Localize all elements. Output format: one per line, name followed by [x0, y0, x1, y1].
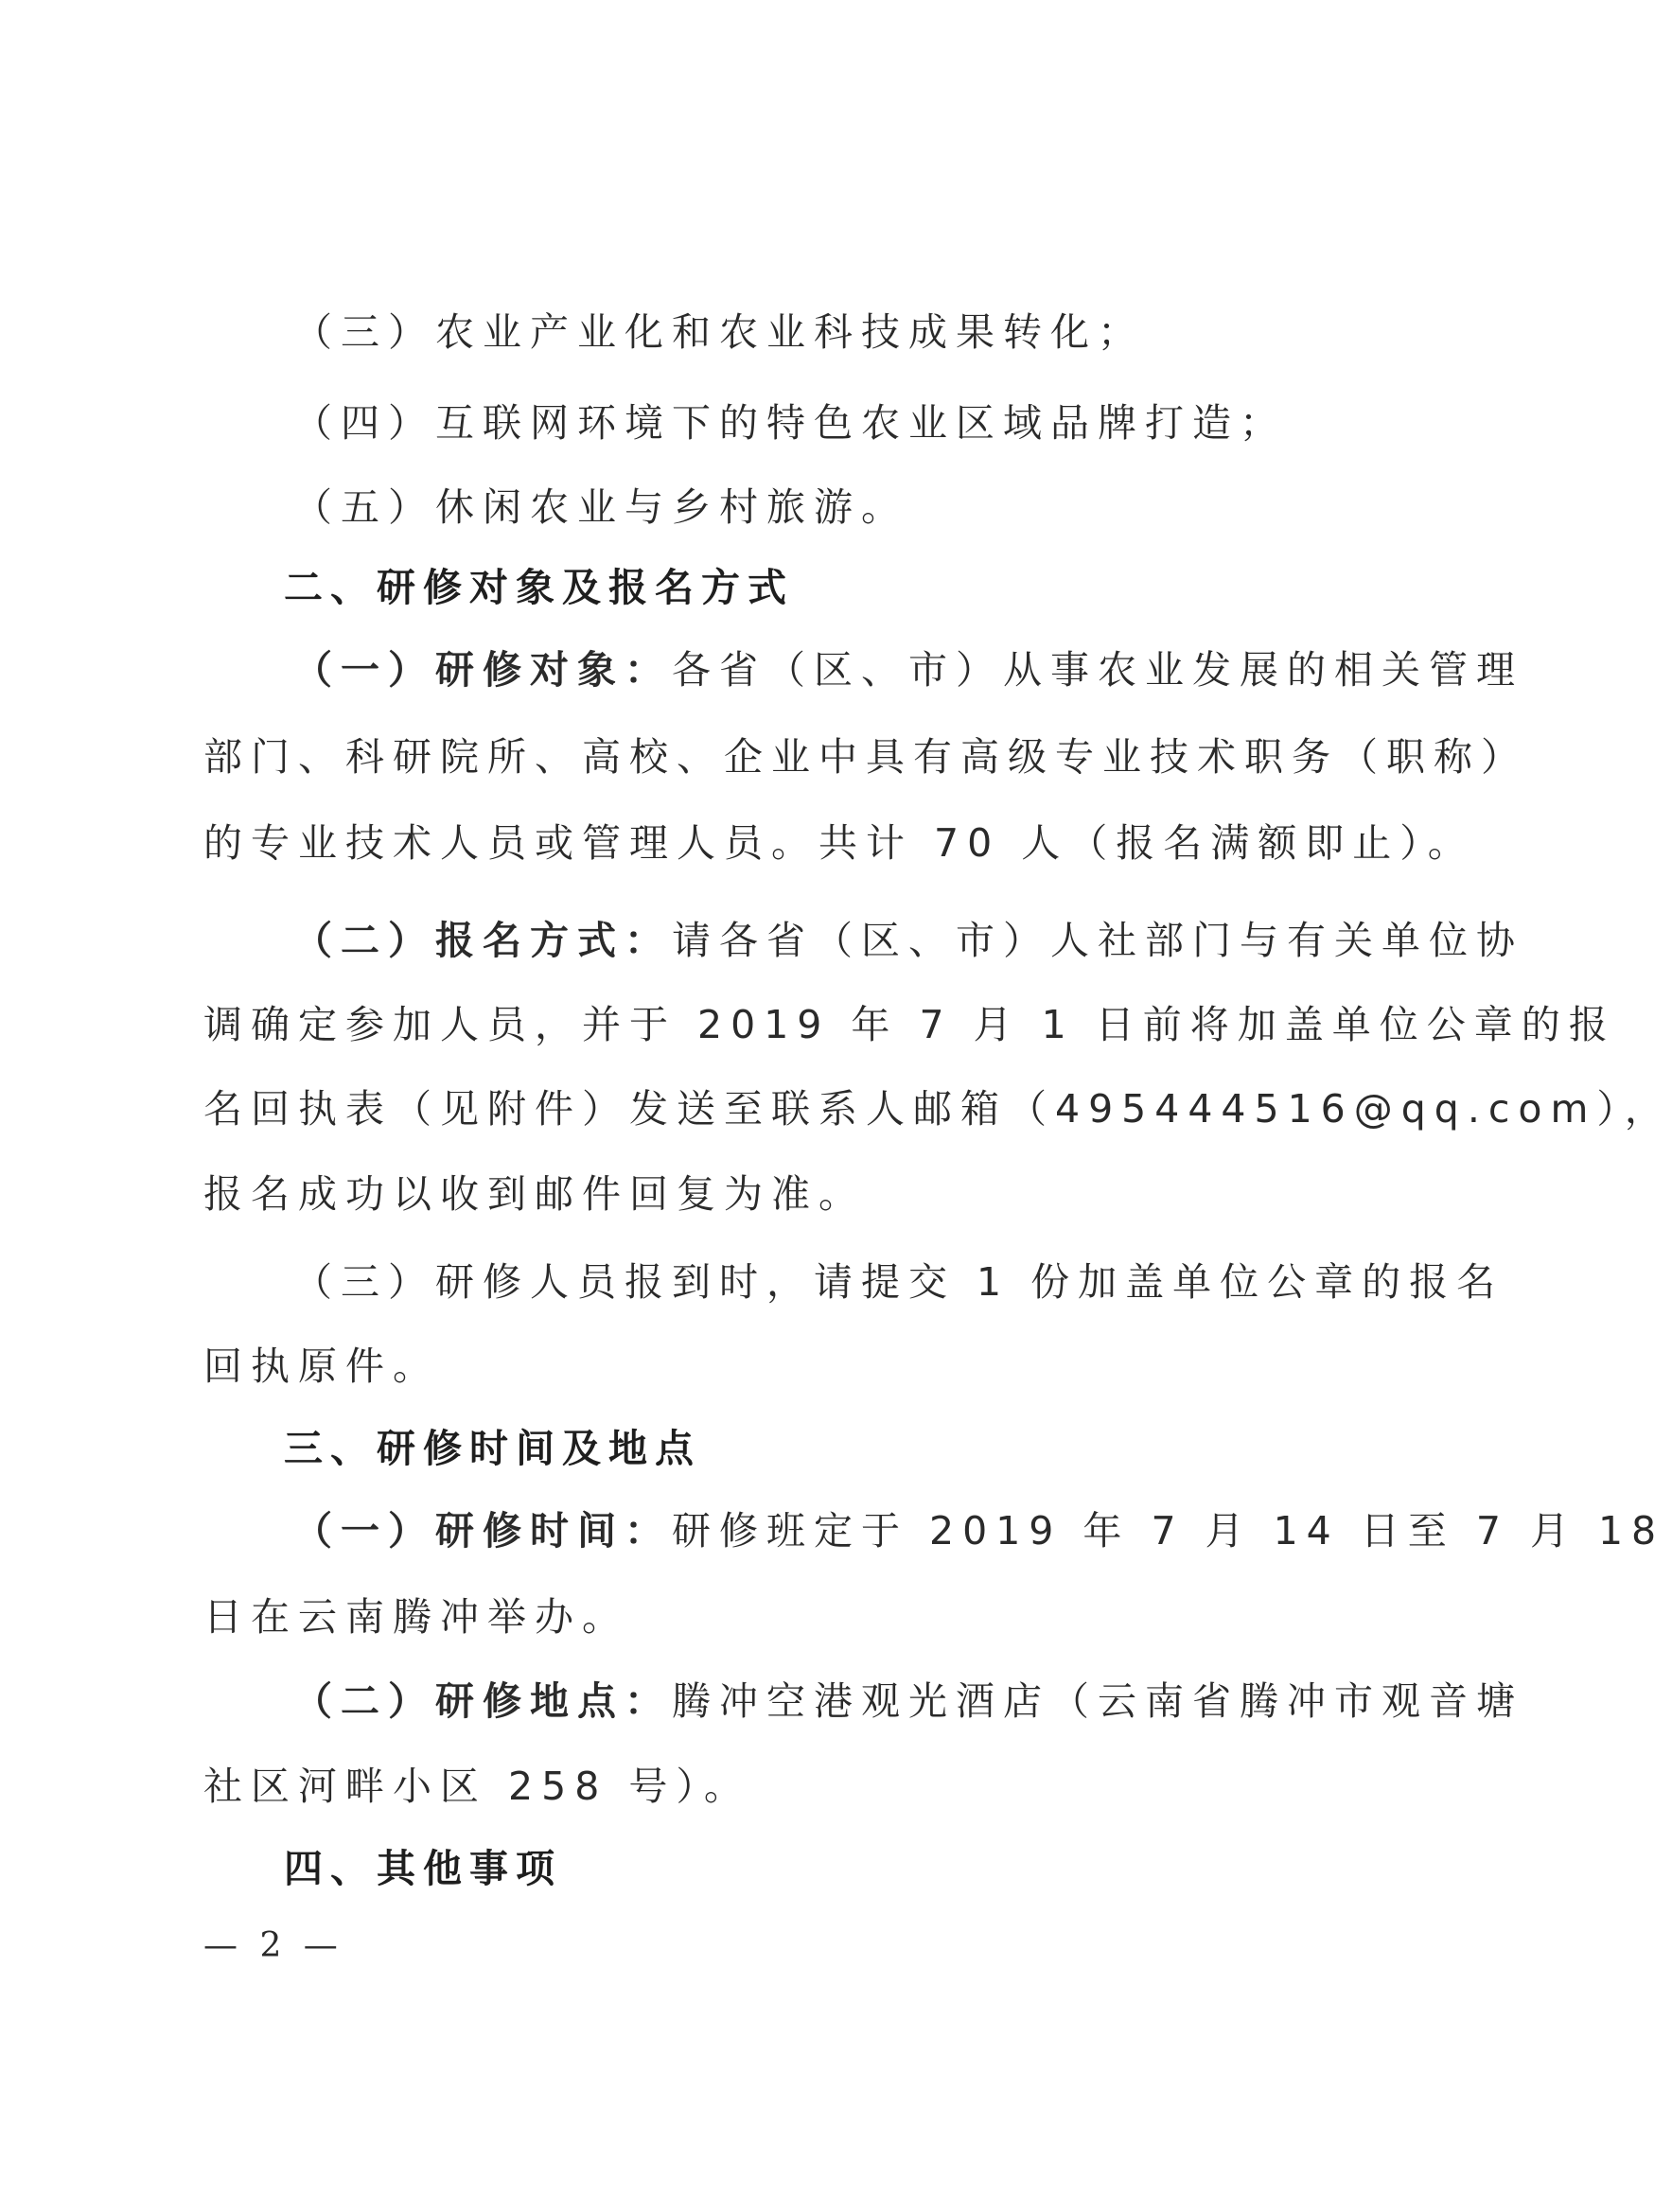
item-five-line: （五）休闲农业与乡村旅游。 [293, 484, 908, 530]
paragraph-report-line-2: 回执原件。 [203, 1343, 440, 1389]
paragraph-lead: （二）报名方式： [293, 918, 672, 963]
paragraph-signup-line-1 [293, 914, 1523, 967]
paragraph-text: 请各省（区、市）人社部门与有关单位协 [672, 918, 1523, 963]
paragraph-signup-line-4: 报名成功以收到邮件回复为准。 [203, 1171, 866, 1217]
paragraph-text: 研修班定于 2019 年 7 月 14 日至 7 月 18 [672, 1508, 1665, 1554]
item-three-line: （三）农业产业化和农业科技成果转化； [293, 309, 1145, 355]
paragraph-subject-line-1 [293, 643, 1523, 696]
paragraph-time-line-1 [293, 1504, 1665, 1557]
paragraph-subject-line-2: 部门、科研院所、高校、企业中具有高级专业技术职务（职称） [203, 734, 1528, 780]
paragraph-text: 各省（区、市）从事农业发展的相关管理 [672, 647, 1523, 693]
paragraph-report-line-1: （三）研修人员报到时，请提交 1 份加盖单位公章的报名 [293, 1259, 1505, 1305]
item-four-line: （四）互联网环境下的特色农业区域品牌打造； [293, 400, 1287, 446]
paragraph-lead: （一）研修时间： [293, 1508, 672, 1554]
paragraph-subject-line-3: 的专业技术人员或管理人员。共计 70 人（报名满额即止）。 [203, 820, 1475, 866]
paragraph-location-line-2: 社区河畔小区 258 号）。 [203, 1764, 751, 1809]
page-number: — 2 — [203, 1926, 343, 1965]
paragraph-time-line-2: 日在云南腾冲举办。 [203, 1594, 629, 1640]
paragraph-signup-line-2: 调确定参加人员，并于 2019 年 7 月 1 日前将加盖单位公章的报 [203, 1002, 1616, 1047]
paragraph-lead: （二）研修地点： [293, 1678, 672, 1724]
paragraph-lead: （一）研修对象： [293, 647, 672, 693]
paragraph-location-line-1 [293, 1675, 1523, 1728]
paragraph-text: 腾冲空港观光酒店（云南省腾冲市观音塘 [672, 1678, 1523, 1724]
section-heading-3: 三、研修时间及地点 [284, 1426, 701, 1471]
section-heading-2: 二、研修对象及报名方式 [284, 565, 794, 610]
paragraph-signup-line-3: 名回执表（见附件）发送至联系人邮箱（495444516@qq.com）， [203, 1086, 1672, 1132]
section-heading-4: 四、其他事项 [284, 1846, 562, 1891]
